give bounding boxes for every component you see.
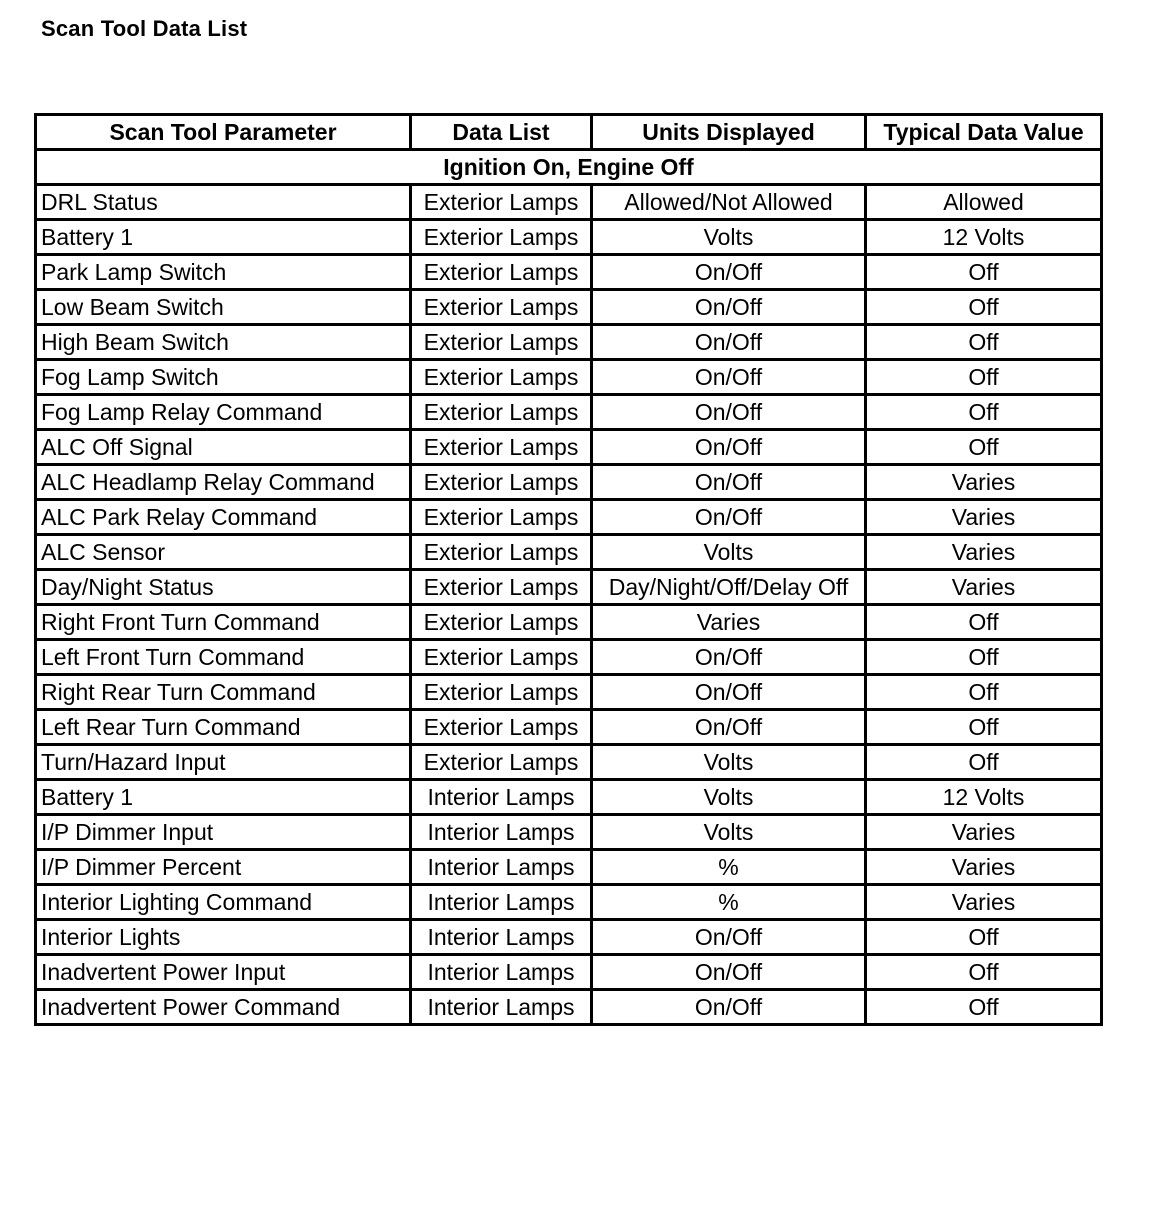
cell-units: % — [592, 850, 866, 885]
cell-parameter: Battery 1 — [36, 780, 411, 815]
header-typical-data-value: Typical Data Value — [866, 115, 1102, 150]
cell-units: Volts — [592, 220, 866, 255]
cell-data-list: Exterior Lamps — [411, 360, 592, 395]
table-row — [36, 885, 1102, 920]
cell-data-list: Exterior Lamps — [411, 535, 592, 570]
cell-units: On/Off — [592, 640, 866, 675]
cell-data-list: Exterior Lamps — [411, 255, 592, 290]
table-row — [36, 605, 1102, 640]
table-row — [36, 500, 1102, 535]
table-row — [36, 955, 1102, 990]
cell-parameter: Park Lamp Switch — [36, 255, 411, 290]
cell-units: On/Off — [592, 920, 866, 955]
table-row — [36, 640, 1102, 675]
cell-typical-value: 12 Volts — [866, 780, 1102, 815]
cell-units: Day/Night/Off/Delay Off — [592, 570, 866, 605]
cell-typical-value: Varies — [866, 465, 1102, 500]
cell-units: On/Off — [592, 675, 866, 710]
cell-units: Volts — [592, 745, 866, 780]
table-row — [36, 465, 1102, 500]
cell-typical-value: Varies — [866, 850, 1102, 885]
cell-parameter: Fog Lamp Switch — [36, 360, 411, 395]
cell-units: On/Off — [592, 325, 866, 360]
cell-typical-value: Off — [866, 430, 1102, 465]
cell-typical-value: Off — [866, 325, 1102, 360]
cell-data-list: Exterior Lamps — [411, 430, 592, 465]
cell-units: On/Off — [592, 255, 866, 290]
cell-parameter: Fog Lamp Relay Command — [36, 395, 411, 430]
cell-parameter: Turn/Hazard Input — [36, 745, 411, 780]
cell-units: Allowed/Not Allowed — [592, 185, 866, 220]
cell-parameter: ALC Park Relay Command — [36, 500, 411, 535]
table-row — [36, 675, 1102, 710]
cell-units: On/Off — [592, 955, 866, 990]
cell-parameter: Battery 1 — [36, 220, 411, 255]
table-row — [36, 220, 1102, 255]
table-row — [36, 920, 1102, 955]
cell-data-list: Interior Lamps — [411, 955, 592, 990]
table-row — [36, 780, 1102, 815]
header-scan-tool-parameter: Scan Tool Parameter — [36, 115, 411, 150]
cell-data-list: Exterior Lamps — [411, 395, 592, 430]
cell-data-list: Exterior Lamps — [411, 465, 592, 500]
cell-typical-value: Varies — [866, 885, 1102, 920]
cell-typical-value: Off — [866, 360, 1102, 395]
table-row — [36, 990, 1102, 1025]
table-row — [36, 395, 1102, 430]
cell-data-list: Exterior Lamps — [411, 290, 592, 325]
cell-data-list: Exterior Lamps — [411, 220, 592, 255]
cell-units: On/Off — [592, 500, 866, 535]
table-row — [36, 815, 1102, 850]
cell-data-list: Exterior Lamps — [411, 325, 592, 360]
header-units-displayed: Units Displayed — [592, 115, 866, 150]
cell-parameter: Left Rear Turn Command — [36, 710, 411, 745]
cell-typical-value: Off — [866, 710, 1102, 745]
cell-parameter: Interior Lighting Command — [36, 885, 411, 920]
cell-typical-value: Off — [866, 640, 1102, 675]
cell-units: On/Off — [592, 430, 866, 465]
cell-parameter: ALC Off Signal — [36, 430, 411, 465]
cell-parameter: Right Rear Turn Command — [36, 675, 411, 710]
table-row — [36, 185, 1102, 220]
cell-data-list: Exterior Lamps — [411, 605, 592, 640]
cell-parameter: High Beam Switch — [36, 325, 411, 360]
cell-parameter: Interior Lights — [36, 920, 411, 955]
cell-parameter: Right Front Turn Command — [36, 605, 411, 640]
table-row — [36, 850, 1102, 885]
cell-units: Volts — [592, 815, 866, 850]
table-row — [36, 360, 1102, 395]
cell-typical-value: Off — [866, 675, 1102, 710]
cell-data-list: Exterior Lamps — [411, 185, 592, 220]
table-row — [36, 325, 1102, 360]
cell-units: Volts — [592, 780, 866, 815]
cell-data-list: Interior Lamps — [411, 885, 592, 920]
cell-units: On/Off — [592, 360, 866, 395]
section-label: Ignition On, Engine Off — [36, 150, 1102, 185]
cell-typical-value: Off — [866, 990, 1102, 1025]
page-title: Scan Tool Data List — [41, 16, 248, 41]
cell-data-list: Interior Lamps — [411, 815, 592, 850]
cell-data-list: Interior Lamps — [411, 850, 592, 885]
cell-data-list: Interior Lamps — [411, 990, 592, 1025]
cell-parameter: Inadvertent Power Input — [36, 955, 411, 990]
cell-data-list: Interior Lamps — [411, 780, 592, 815]
cell-data-list: Exterior Lamps — [411, 745, 592, 780]
cell-parameter: Day/Night Status — [36, 570, 411, 605]
cell-typical-value: Off — [866, 605, 1102, 640]
cell-units: Varies — [592, 605, 866, 640]
section-row — [36, 150, 1102, 185]
cell-data-list: Exterior Lamps — [411, 640, 592, 675]
cell-typical-value: Off — [866, 745, 1102, 780]
cell-parameter: I/P Dimmer Percent — [36, 850, 411, 885]
table-header-row — [36, 115, 1102, 150]
cell-units: On/Off — [592, 395, 866, 430]
header-data-list: Data List — [411, 115, 592, 150]
cell-typical-value: Off — [866, 395, 1102, 430]
cell-units: On/Off — [592, 465, 866, 500]
cell-units: On/Off — [592, 710, 866, 745]
table-row — [36, 255, 1102, 290]
cell-typical-value: Off — [866, 920, 1102, 955]
table-row — [36, 745, 1102, 780]
cell-parameter: ALC Sensor — [36, 535, 411, 570]
cell-parameter: DRL Status — [36, 185, 411, 220]
cell-data-list: Exterior Lamps — [411, 675, 592, 710]
cell-data-list: Exterior Lamps — [411, 570, 592, 605]
cell-typical-value: Varies — [866, 500, 1102, 535]
cell-typical-value: Varies — [866, 535, 1102, 570]
cell-parameter: ALC Headlamp Relay Command — [36, 465, 411, 500]
cell-parameter: Low Beam Switch — [36, 290, 411, 325]
cell-data-list: Exterior Lamps — [411, 500, 592, 535]
cell-typical-value: Allowed — [866, 185, 1102, 220]
cell-units: On/Off — [592, 990, 866, 1025]
cell-parameter: Inadvertent Power Command — [36, 990, 411, 1025]
cell-typical-value: Off — [866, 290, 1102, 325]
table-row — [36, 430, 1102, 465]
cell-units: % — [592, 885, 866, 920]
cell-typical-value: 12 Volts — [866, 220, 1102, 255]
cell-typical-value: Off — [866, 955, 1102, 990]
cell-parameter: I/P Dimmer Input — [36, 815, 411, 850]
cell-data-list: Exterior Lamps — [411, 710, 592, 745]
cell-parameter: Left Front Turn Command — [36, 640, 411, 675]
table-row — [36, 290, 1102, 325]
cell-typical-value: Off — [866, 255, 1102, 290]
scan-tool-data-table — [34, 113, 1103, 1026]
cell-data-list: Interior Lamps — [411, 920, 592, 955]
cell-typical-value: Varies — [866, 570, 1102, 605]
cell-units: On/Off — [592, 290, 866, 325]
cell-typical-value: Varies — [866, 815, 1102, 850]
table-row — [36, 535, 1102, 570]
table-row — [36, 710, 1102, 745]
table-row — [36, 570, 1102, 605]
cell-units: Volts — [592, 535, 866, 570]
